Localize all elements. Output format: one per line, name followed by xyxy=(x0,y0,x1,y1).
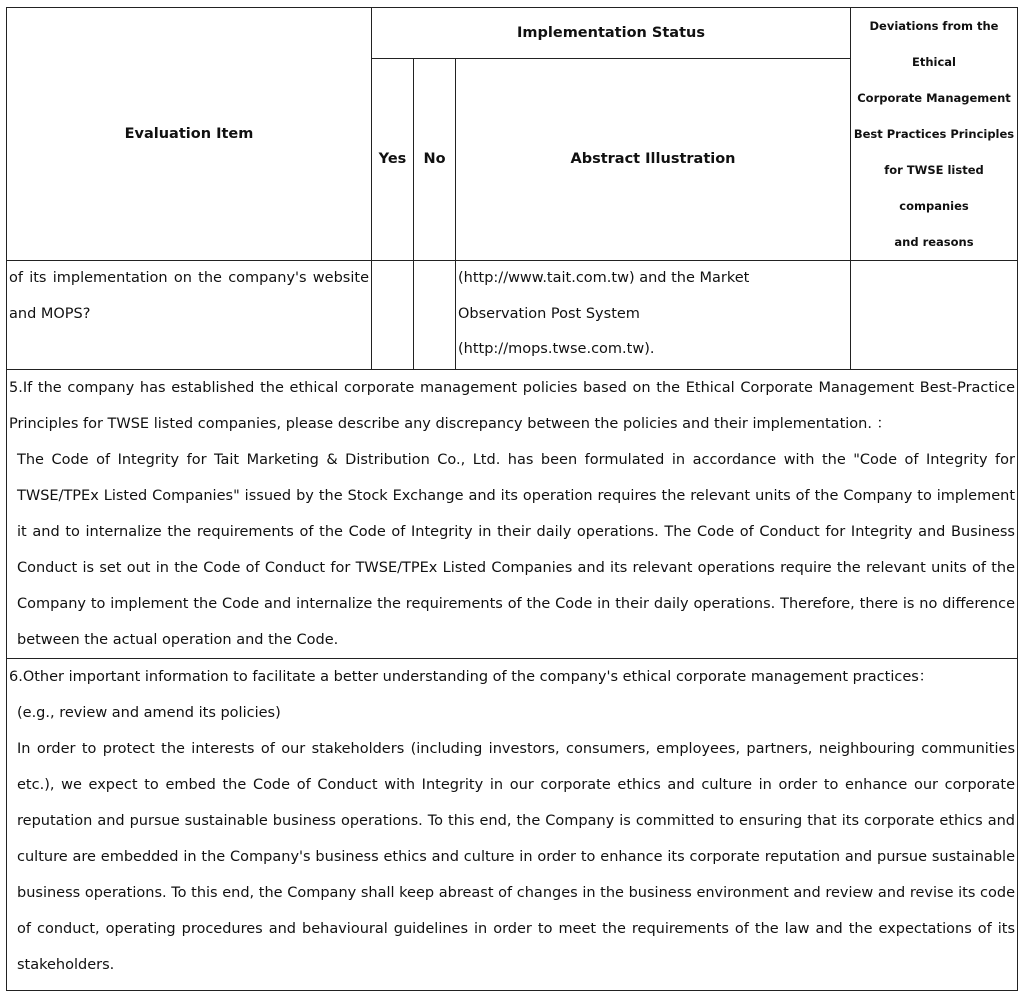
abstract-illustration-cell xyxy=(456,261,851,370)
section-6-question: 6.Other important information to facilitate a better understanding of the company's ethical corporate management practices： xyxy=(9,669,934,685)
section-5-answer: The Code of Integrity for Tait Marketing & Distribution Co., Ltd. has been formulated in accordance with the "Code of Integrity for TWSE/TPEx Listed Companies" issued by the Stock Exchange and its operation requires the relevant units of the Company to implement it and to internalize the requirements of the Code of Integrity in their daily operations. The Code of Conduct for Integrity and Business Conduct is set out in the Code of Conduct for TWSE/TPEx Listed Companies and its relevant operations require the relevant units of the Company to implement the Code and internalize the requirements of the Code in their daily operations. Therefore, there is no difference between the actual operation and the Code. xyxy=(17,452,1015,648)
deviations-header-line: Deviations from the Ethical xyxy=(869,19,999,69)
illustration-line: (http://www.tait.com.tw) and the Market xyxy=(458,270,750,286)
evaluation-item-cell: of its implementation on the company's website and MOPS? xyxy=(7,261,372,370)
evaluation-table xyxy=(6,7,1018,991)
evaluation-item-header: Evaluation Item xyxy=(7,8,372,261)
section-5-cell xyxy=(7,370,1018,659)
section-5-question: 5.If the company has established the ethical corporate management policies based on the Ethical Corporate Management Best-Practice Principles for TWSE listed companies, please describe any discrepancy between the policies and their implementation. ： xyxy=(9,380,1015,432)
implementation-status-header: Implementation Status xyxy=(372,8,851,59)
deviations-header-line: Corporate Management xyxy=(857,91,1011,105)
illustration-line: Observation Post System xyxy=(458,305,640,322)
section-6-answer: In order to protect the interests of our stakeholders (including investors, consumers, employees, partners, neighbouring communities etc.), we expect to embed the Code of Conduct with Integrity in our corporate ethics and culture in order to enhance our corporate reputation and pursue sustainable business operations. To this end, the Company is committed to ensuring that its corporate ethics and culture are embedded in the Company's business ethics and culture in order to enhance its corporate reputation and pursue sustainable business operations. To this end, the Company shall keep abreast of changes in the business environment and review and revise its code of conduct, operating procedures and behavioural guidelines in order to meet the requirements of the law and the expectations of its stakeholders. xyxy=(17,741,1015,973)
deviations-header-line: and reasons xyxy=(894,235,974,249)
no-cell xyxy=(414,261,456,370)
deviations-header xyxy=(851,8,1018,261)
deviations-header-line: for TWSE listed companies xyxy=(884,163,984,213)
yes-cell xyxy=(372,261,414,370)
yes-header: Yes xyxy=(372,58,414,260)
deviations-cell xyxy=(851,261,1018,370)
deviations-header-line: Best Practices Principles xyxy=(853,127,1015,141)
illustration-line: (http://mops.twse.com.tw). xyxy=(458,341,655,357)
section-6-cell xyxy=(7,659,1018,991)
abstract-illustration-header: Abstract Illustration xyxy=(456,58,851,260)
section-6-example: (e.g., review and amend its policies) xyxy=(17,705,281,721)
no-header: No xyxy=(414,58,456,260)
